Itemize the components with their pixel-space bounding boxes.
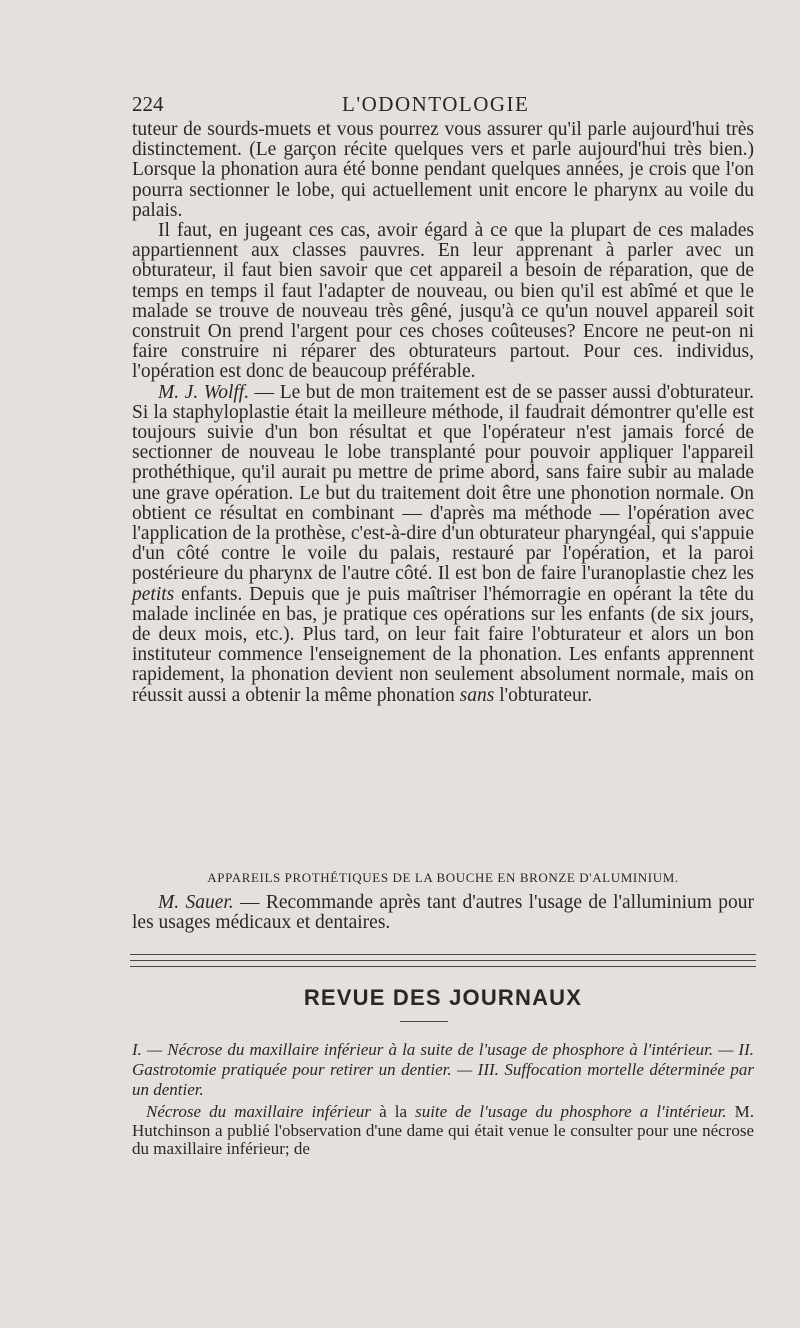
wolff-text-1: — Le but de mon traitement est de se passer aussi d'obturateur. Si la staphyloplastie était la meilleure méthode, il faudrait démontrer qu'elle est toujours suivie d'un bon résultat et que l'opérateur n'est jamais forcé de sectionner de nouveau le lobe transplanté pour pouvoir appliquer l'appareil prothéthique, qu'il aurait pu mettre de prime abord, sans faire subir au malade une grave opération. Le but du traitement doit être une phonotion normale. On obtient ce résultat en combinant — d'après ma méthode — l'opération avec l'application de la prothèse, c'est-à-dire d'un obturateur pharyngéal, qui s'appuie d'un côté contre le voile du palais, restauré par l'opération, et la paroi postérieure du pharynx de l'autre côté. Il est bon de faire l'uranoplastie chez les <box>132 381 755 585</box>
article-title-2: suite de l'usage du phosphore a l'intérieur. <box>415 1102 727 1121</box>
emphasis-petits: petits <box>132 583 175 605</box>
article-title-connector: à la <box>379 1102 407 1121</box>
paragraph-necrose <box>132 1103 754 1159</box>
revue-heading: REVUE DES JOURNAUX <box>303 985 583 1010</box>
main-text <box>132 120 754 706</box>
paragraph-sauer <box>132 893 754 933</box>
paragraph-poor-classes: Il faut, en jugeant ces cas, avoir égard à ce que la plupart de ces malades appartiennent aux classes pauvres. En leur apprenant à parler avec un obturateur, il faut bien savoir que cet appareil a besoin de réparation, que de temps en temps il faut l'adapter de nouveau, ou bien qu'il est abîmé et que le malade se trouve de nouveau très gêné, jusqu'à ce qu'un nouvel appareil soit construit On prend l'argent pour ces choses coûteuses? Encore ne peut-on ni faire construire ni réparer des obturateurs partout. Pour ces. individus, l'opération est donc de beaucoup préférable. <box>132 220 754 383</box>
journal-title: L'ODONTOLOGIE <box>342 92 530 116</box>
speaker-name: M. J. Wolff. <box>158 381 250 403</box>
page-number: 224 <box>132 92 164 116</box>
wolff-text-3: l'obturateur. <box>499 684 593 706</box>
running-head <box>132 92 754 122</box>
short-rule <box>400 1021 448 1022</box>
double-rule <box>130 954 756 961</box>
sauer-block <box>132 893 754 933</box>
article-title-1: Nécrose du maxillaire inférieur <box>146 1102 372 1121</box>
summary-text: I. — Nécrose du maxillaire inférieur à la suite de l'usage de phosphore à l'intérieur. — II. Gastrotomie pratiquée pour retirer un dentier. — III. Suffocation mortelle déterminée par un dentier. <box>132 1040 754 1099</box>
article-text: M. Hutchinson a publié l'observation d'une dame qui était venue le consulter pour une nécrose du maxillaire inférieur; de <box>132 1102 754 1158</box>
section-heading: APPAREILS PROTHÉTIQUES DE LA BOUCHE EN BRONZE D'ALUMINIUM. <box>207 870 679 885</box>
sauer-text: — Recommande après tant d'autres l'usage de l'alluminium pour les usages médicaux et dentaires. <box>132 892 754 934</box>
speaker-name: M. Sauer. <box>158 892 234 913</box>
paragraph-continued: tuteur de sourds-muets et vous pourrez vous assurer qu'il parle aujourd'hui très distinctement. (Le garçon récite quelques vers et parle aujourd'hui très bien.) Lorsque la phonation aura été bonne pendant quelques années, je crois que l'on pourra sectionner le lobe, qui actuellement unit encore le pharynx au voile du palais. <box>132 119 754 221</box>
necrose-article <box>132 1103 754 1159</box>
articles-summary <box>132 1040 754 1100</box>
wolff-text-2: enfants. Depuis que je puis maîtriser l'hémorragie en opérant la tête du malade inclinée en bas, je pratique ces opérations sur les enfants (de six jours, de deux mois, etc.). Plus tard, on leur fait faire l'obturateur et alors un bon instituteur commence l'enseignement de la phonation. Les enfants apprennent rapidement, la phonation devient non seulement absolument normale, mais on réussit aussi a obtenir la même phonation <box>132 583 754 706</box>
emphasis-sans: sans <box>459 684 495 706</box>
paragraph-wolff <box>132 383 754 706</box>
section-rule <box>130 966 756 967</box>
